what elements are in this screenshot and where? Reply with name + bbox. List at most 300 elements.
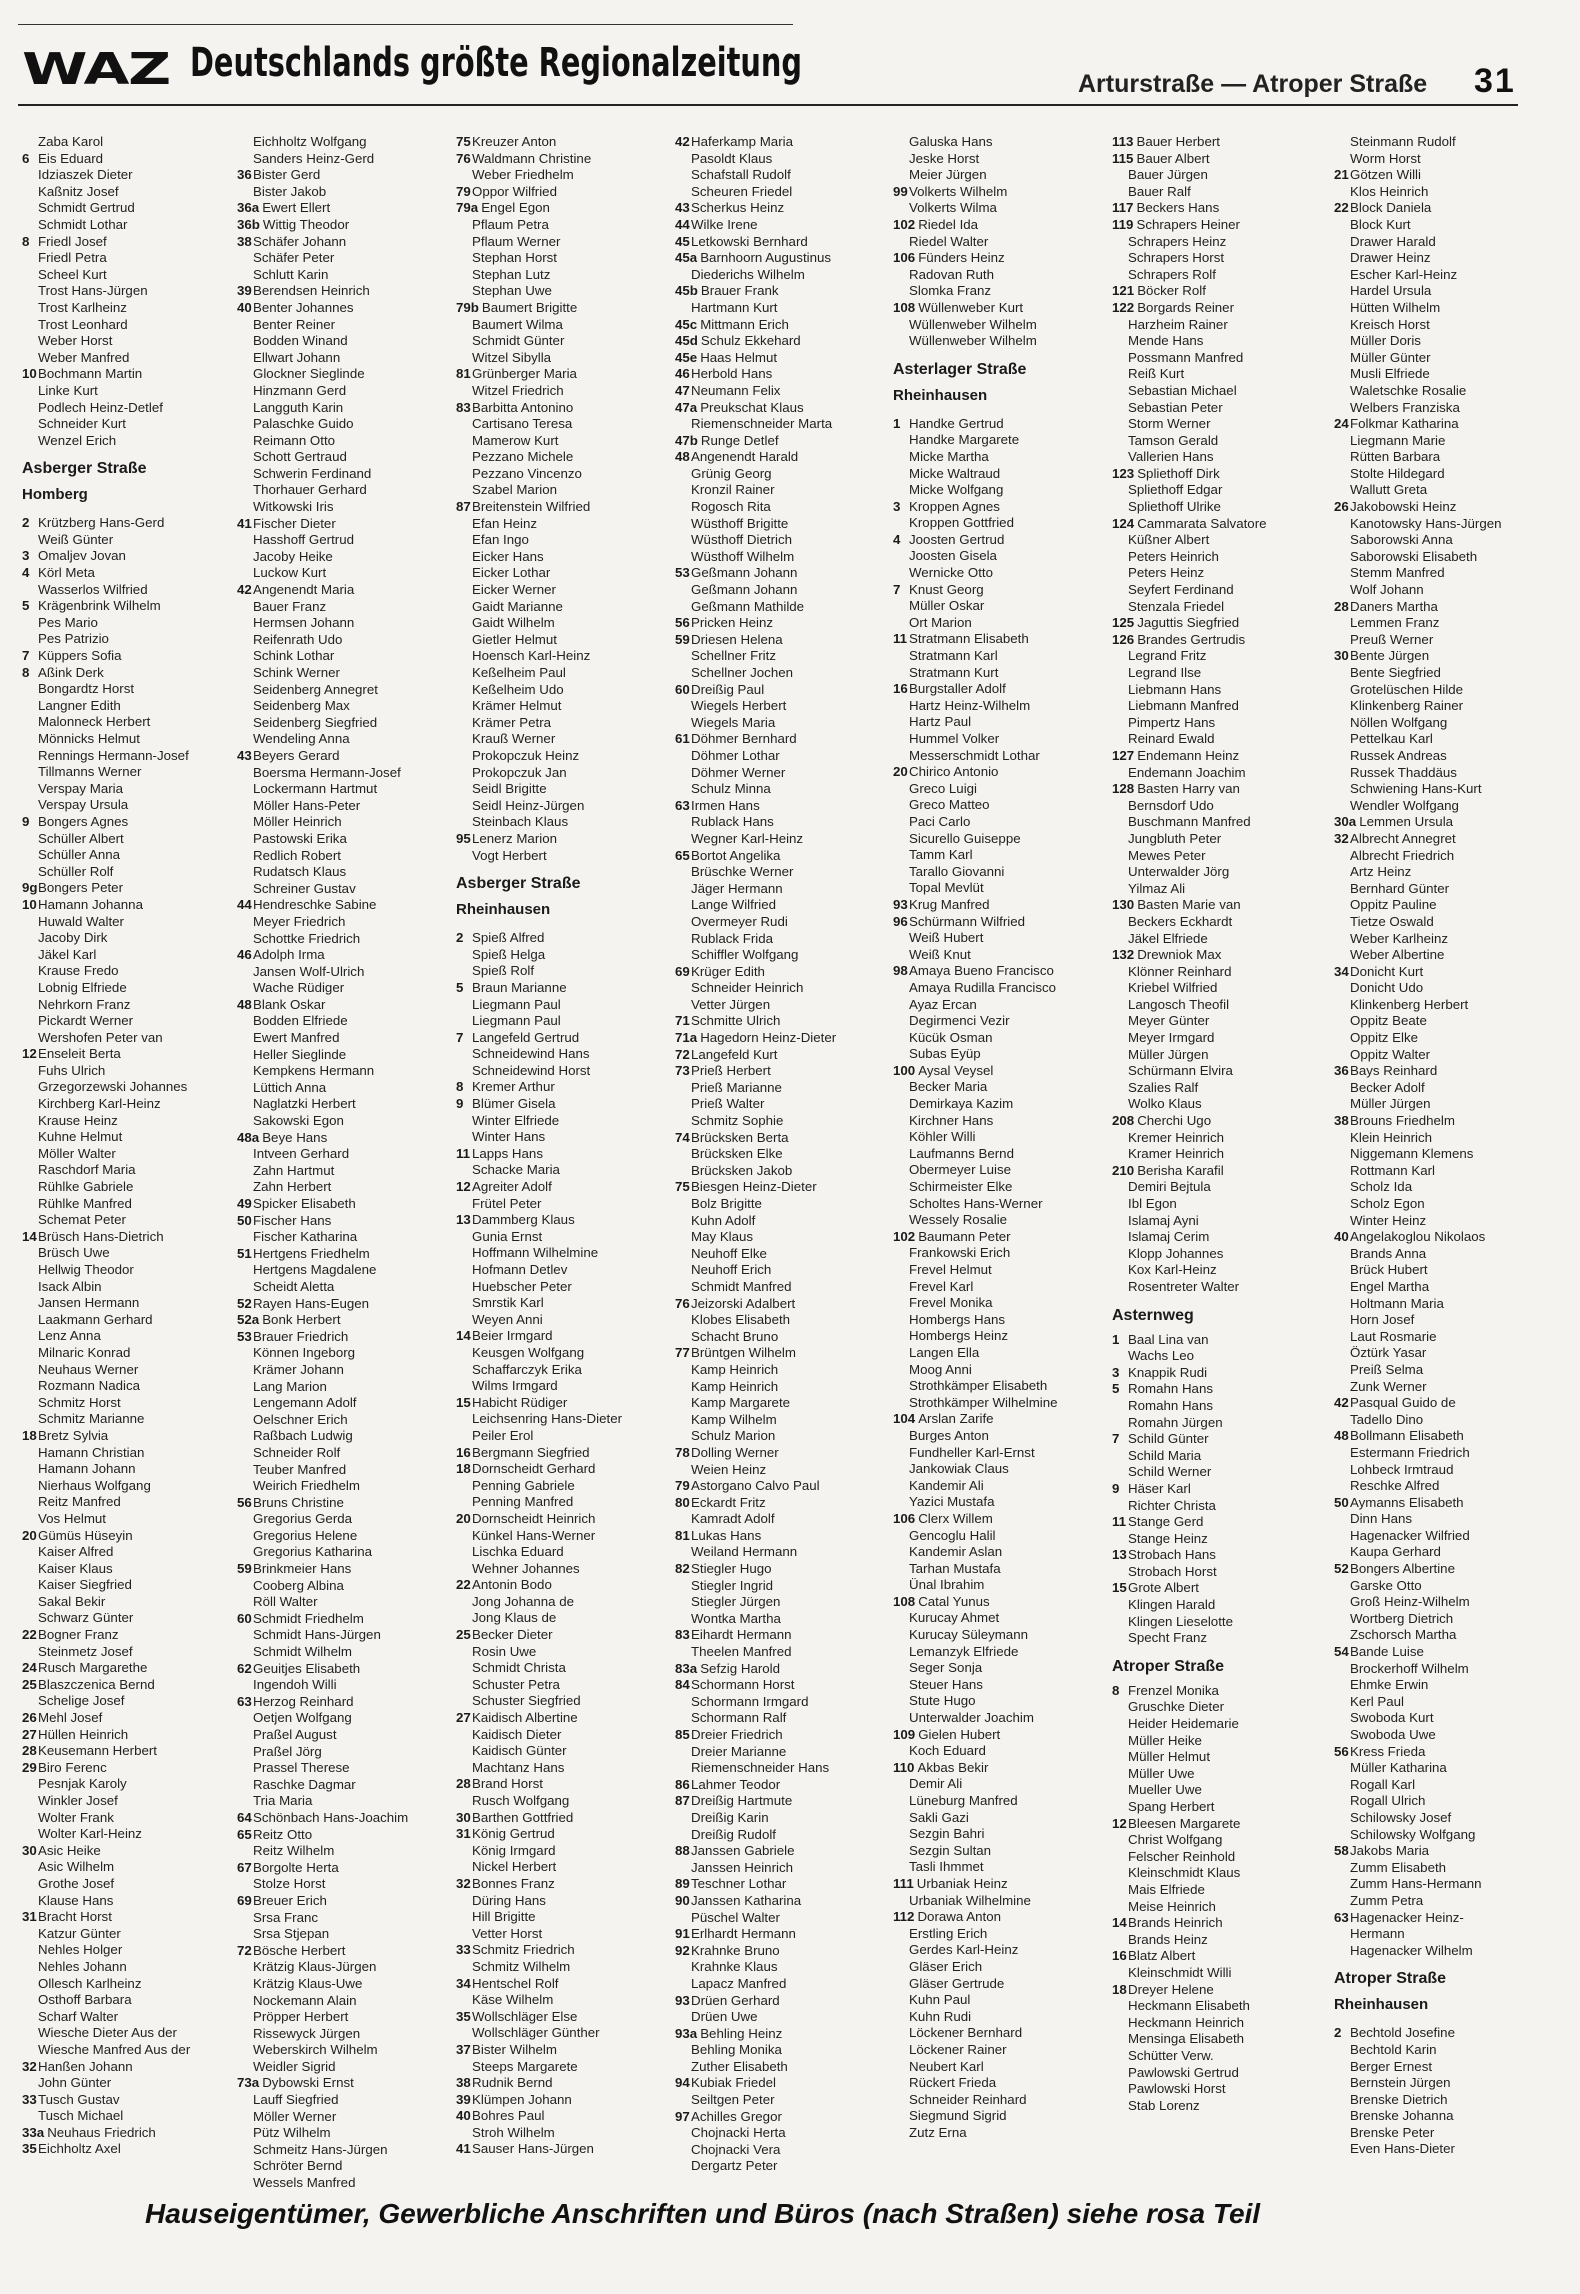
directory-entry: [22, 1478, 234, 1495]
directory-entry: [456, 200, 668, 217]
resident-name: Friedl Petra: [38, 250, 107, 266]
directory-entry: [456, 1610, 668, 1627]
house-number: 59: [237, 1561, 252, 1577]
directory-entry: [675, 2075, 887, 2092]
house-number: 60: [237, 1610, 252, 1626]
resident-name: Endemann Joachim: [1128, 764, 1246, 780]
district-heading: Rheinhausen: [456, 901, 551, 919]
house-number: 87: [675, 1793, 690, 1809]
directory-entry: [456, 350, 668, 367]
resident-name: Löckener Rainer: [909, 2041, 1007, 2057]
directory-entry: [675, 831, 887, 848]
resident-name: Bauer Ralf: [1128, 183, 1191, 199]
directory-entry: [1334, 532, 1534, 549]
resident-name: Kleinschmidt Willi: [1128, 1964, 1232, 1980]
resident-name: Rayen Hans-Eugen: [253, 1295, 370, 1311]
directory-entry: [675, 1710, 887, 1727]
house-number: 28: [1334, 598, 1349, 614]
resident-name: Meyer Irmgard: [1128, 1030, 1215, 1046]
resident-name: Angelakoglou Nikolaos: [1350, 1229, 1486, 1245]
house-number: 33: [456, 1942, 471, 1958]
resident-name: Hendreschke Sabine: [253, 897, 377, 913]
resident-name: Laakmann Gerhard: [38, 1311, 153, 1327]
resident-name: Stange Gerd: [1128, 1514, 1204, 1530]
resident-name: Spieß Alfred: [472, 930, 545, 946]
resident-name: Krahnke Klaus: [691, 1959, 778, 1975]
resident-name: Saborowski Elisabeth: [1350, 548, 1478, 564]
directory-entry: [1334, 1113, 1534, 1130]
directory-entry: [22, 1826, 234, 1843]
directory-entry: [456, 184, 668, 201]
house-number: 81: [456, 366, 471, 382]
resident-name: Winter Elfriede: [472, 1112, 560, 1128]
resident-name: Prokopczuk Jan: [472, 764, 567, 780]
resident-name: Fundheller Karl-Ernst: [909, 1444, 1035, 1460]
directory-entry: [893, 482, 1105, 499]
directory-entry: [675, 1395, 887, 1412]
resident-name: Pasqual Guido de: [1350, 1395, 1456, 1411]
directory-entry: [1334, 1727, 1534, 1744]
resident-name: Astorgano Calvo Paul: [691, 1478, 820, 1494]
directory-entry: [675, 234, 887, 251]
directory-entry: [675, 1943, 887, 1960]
resident-name: Schrapers Heinz: [1128, 233, 1227, 249]
house-number: 60: [675, 681, 690, 697]
house-number: 64: [237, 1809, 252, 1825]
house-number: 63: [237, 1693, 252, 1709]
resident-name: Dreißig Hartmute: [691, 1793, 793, 1809]
directory-entry: [1334, 781, 1534, 798]
resident-name: Krug Manfred: [909, 896, 990, 912]
directory-entry: [893, 1693, 1105, 1710]
resident-name: Brüsch Uwe: [38, 1245, 110, 1261]
directory-entry: [1334, 333, 1534, 350]
directory-entry: [675, 300, 887, 317]
directory-entry: [1112, 731, 1324, 748]
directory-entry: [675, 1727, 887, 1744]
directory-entry: [1334, 1644, 1534, 1661]
resident-name: Keßelheim Udo: [472, 681, 564, 697]
resident-name: Gerdes Karl-Heinz: [909, 1942, 1019, 1958]
directory-column-1: [22, 134, 234, 2158]
resident-name: Wolf Johann: [1350, 582, 1424, 598]
resident-name: Wallutt Greta: [1350, 482, 1428, 498]
resident-name: Ellwart Johann: [253, 349, 341, 365]
directory-entry: [675, 333, 887, 350]
resident-name: Saborowski Anna: [1350, 532, 1453, 548]
directory-entry: [675, 1793, 887, 1810]
resident-name: Langefeld Gertrud: [472, 1029, 580, 1045]
directory-entry: [1112, 1030, 1324, 1047]
directory-entry: [675, 1495, 887, 1512]
resident-name: Mittmann Erich: [700, 316, 789, 332]
resident-name: Kirchner Hans: [909, 1112, 994, 1128]
directory-entry: [675, 964, 887, 981]
resident-name: Ewert Manfred: [253, 1030, 340, 1046]
directory-entry: [456, 333, 668, 350]
resident-name: Donicht Kurt: [1350, 963, 1424, 979]
district-heading: Homberg: [22, 486, 88, 504]
resident-name: Escher Karl-Heinz: [1350, 266, 1458, 282]
resident-name: Pimpertz Hans: [1128, 714, 1216, 730]
resident-name: Engel Martha: [1350, 1278, 1430, 1294]
directory-entry: [456, 1312, 668, 1329]
house-number: 5: [22, 598, 30, 614]
resident-name: Schaffarczyk Erika: [472, 1361, 582, 1377]
house-number: 44: [675, 216, 690, 232]
resident-name: Schrapers Horst: [1128, 250, 1225, 266]
directory-entry: [1334, 1213, 1534, 1230]
house-number: 18: [22, 1427, 37, 1443]
resident-name: Hill Brigitte: [472, 1909, 536, 1925]
directory-entry: [1334, 1329, 1534, 1346]
resident-name: Müller Günter: [1350, 349, 1431, 365]
resident-name: Zahn Herbert: [253, 1179, 332, 1195]
directory-entry: [1334, 350, 1534, 367]
resident-name: Holtmann Maria: [1350, 1295, 1444, 1311]
directory-entry: [456, 317, 668, 334]
resident-name: Schrapers Rolf: [1128, 266, 1216, 282]
header-bottom-rule: [18, 104, 1518, 106]
resident-name: Kaiser Klaus: [38, 1560, 113, 1576]
resident-name: Kremer Arthur: [472, 1079, 555, 1095]
directory-entry: [893, 432, 1105, 449]
resident-name: Jakobs Maria: [1350, 1843, 1430, 1859]
resident-name: Leichsenring Hans-Dieter: [472, 1411, 623, 1427]
resident-name: Rogall Karl: [1350, 1776, 1416, 1792]
resident-name: Schneidewind Hans: [472, 1046, 590, 1062]
house-number: 38: [456, 2075, 471, 2091]
resident-name: Seger Sonja: [909, 1660, 983, 1676]
resident-name: Thorhauer Gerhard: [253, 482, 367, 498]
directory-entry: [893, 1660, 1105, 1677]
directory-entry: [675, 1262, 887, 1279]
directory-entry: [22, 2108, 234, 2125]
resident-name: Garske Otto: [1350, 1577, 1422, 1593]
directory-entry: [675, 682, 887, 699]
directory-entry: [456, 1295, 668, 1312]
directory-entry: [237, 1445, 449, 1462]
resident-name: Burges Anton: [909, 1427, 989, 1443]
directory-entry: [1112, 1564, 1324, 1581]
directory-entry: [1334, 1362, 1534, 1379]
house-number: 33: [22, 2091, 37, 2107]
directory-entry: [22, 631, 234, 648]
resident-name: Oppor Wilfried: [472, 183, 557, 199]
resident-name: Waldmann Christine: [472, 150, 592, 166]
directory-entry: [237, 300, 449, 317]
house-number: 39: [456, 2091, 471, 2107]
resident-name: Pezzano Michele: [472, 449, 574, 465]
resident-name: Aysal Veysel: [918, 1062, 994, 1078]
directory-entry: [1334, 848, 1534, 865]
house-number: 210: [1112, 1162, 1135, 1178]
resident-name: Blümer Gisela: [472, 1096, 556, 1112]
house-number: 1: [893, 415, 901, 431]
resident-name: Haferkamp Maria: [691, 134, 793, 149]
directory-entry: [237, 997, 449, 1014]
directory-entry: [237, 1611, 449, 1628]
directory-entry: [1334, 831, 1534, 848]
house-number: 63: [675, 797, 690, 813]
resident-name: Grotelüschen Hilde: [1350, 681, 1464, 697]
resident-name: Preuß Werner: [1350, 631, 1434, 647]
directory-entry: [22, 980, 234, 997]
resident-name: Lischka Eduard: [472, 1544, 564, 1560]
resident-name: Heller Sieglinde: [253, 1046, 347, 1062]
resident-name: Zumm Hans-Hermann: [1350, 1876, 1482, 1892]
resident-name: Eicker Werner: [472, 582, 556, 598]
resident-name: Wilms Irmgard: [472, 1378, 558, 1394]
directory-entry: [456, 1644, 668, 1661]
resident-name: Schottke Friedrich: [253, 930, 361, 946]
resident-name: Brüsch Hans-Dietrich: [38, 1228, 164, 1244]
directory-entry: [1334, 499, 1534, 516]
resident-name: Stute Hugo: [909, 1693, 976, 1709]
resident-name: Wortberg Dietrich: [1350, 1610, 1454, 1626]
resident-name: Pastowski Erika: [253, 830, 347, 846]
directory-entry: [1112, 1113, 1324, 1130]
directory-entry: [675, 914, 887, 931]
directory-entry: [1334, 1047, 1534, 1064]
resident-name: Kaidisch Dieter: [472, 1726, 562, 1742]
directory-entry: [893, 1793, 1105, 1810]
resident-name: Lange Wilfried: [691, 897, 776, 913]
directory-entry: [456, 1760, 668, 1777]
resident-name: Berisha Karafil: [1137, 1162, 1224, 1178]
directory-entry: [22, 930, 234, 947]
directory-entry: [237, 2175, 449, 2192]
resident-name: Püschel Walter: [691, 1909, 780, 1925]
resident-name: Tria Maria: [253, 1793, 313, 1809]
directory-entry: [1112, 499, 1324, 516]
resident-name: Wüsthoff Brigitte: [691, 515, 789, 531]
directory-entry: [893, 267, 1105, 284]
resident-name: Neuhaus Friedrich: [47, 2124, 156, 2140]
directory-entry: [237, 582, 449, 599]
resident-name: Öztürk Yasar: [1350, 1345, 1427, 1361]
directory-entry: [237, 167, 449, 184]
resident-name: Scheel Kurt: [38, 266, 107, 282]
resident-name: Linke Kurt: [38, 382, 98, 398]
directory-entry: [893, 1909, 1105, 1926]
resident-name: Richter Christa: [1128, 1497, 1216, 1513]
directory-entry: [456, 516, 668, 533]
house-number: 27: [456, 1710, 471, 1726]
directory-entry: [675, 1246, 887, 1263]
resident-name: Jankowiak Claus: [909, 1461, 1009, 1477]
resident-name: Meyer Friedrich: [253, 913, 346, 929]
resident-name: Blank Oskar: [253, 996, 326, 1012]
directory-entry: [22, 864, 234, 881]
house-number: 16: [1112, 1948, 1127, 1964]
house-number: 15: [1112, 1580, 1127, 1596]
resident-name: Benter Reiner: [253, 316, 336, 332]
resident-name: Ingendoh Willi: [253, 1677, 337, 1693]
directory-column-3: [456, 134, 668, 2158]
resident-name: Jaguttis Siegfried: [1137, 615, 1240, 631]
directory-entry: [1112, 200, 1324, 217]
resident-name: Schönbach Hans-Joachim: [253, 1809, 409, 1825]
directory-entry: [1334, 416, 1534, 433]
directory-entry: [237, 416, 449, 433]
resident-name: Meyer Günter: [1128, 1013, 1210, 1029]
directory-entry: [1334, 565, 1534, 582]
directory-entry: [1112, 134, 1324, 151]
directory-entry: [675, 2158, 887, 2175]
resident-name: Rusch Margarethe: [38, 1660, 148, 1676]
resident-name: Kaupa Gerhard: [1350, 1544, 1441, 1560]
district-heading: Rheinhausen: [893, 386, 988, 404]
directory-entry: [675, 1312, 887, 1329]
directory-entry: [1112, 1130, 1324, 1147]
resident-name: Amaya Rudilla Francisco: [909, 979, 1057, 995]
directory-entry: [1334, 2025, 1534, 2042]
directory-entry: [675, 1976, 887, 1993]
resident-name: Bernstein Jürgen: [1350, 2075, 1451, 2091]
directory-entry: [893, 548, 1105, 565]
directory-entry: [675, 731, 887, 748]
directory-entry: [1112, 831, 1324, 848]
house-number: 7: [1112, 1431, 1120, 1447]
house-number: 42: [675, 134, 690, 149]
directory-entry: [1112, 1196, 1324, 1213]
house-number: 73: [675, 1063, 690, 1079]
resident-name: Oetjen Wolfgang: [253, 1710, 352, 1726]
directory-entry: [456, 1179, 668, 1196]
resident-name: Heider Heidemarie: [1128, 1716, 1239, 1732]
directory-entry: [456, 831, 668, 848]
resident-name: Penning Gabriele: [472, 1477, 575, 1493]
resident-name: Antonin Bodo: [472, 1577, 552, 1593]
resident-name: Schacke Maria: [472, 1162, 560, 1178]
directory-entry: [893, 831, 1105, 848]
resident-name: Körl Meta: [38, 565, 95, 581]
resident-name: Sebastian Michael: [1128, 382, 1237, 398]
directory-entry: [675, 947, 887, 964]
directory-entry: [675, 748, 887, 765]
directory-entry: [1112, 2031, 1324, 2048]
house-number: 93: [675, 1992, 690, 2008]
directory-entry: [237, 632, 449, 649]
resident-name: Palaschke Guido: [253, 416, 354, 432]
directory-entry: [893, 167, 1105, 184]
directory-entry: [22, 1063, 234, 1080]
resident-name: Schmidt Manfred: [691, 1278, 792, 1294]
resident-name: Szabel Marion: [472, 482, 557, 498]
directory-entry: [893, 897, 1105, 914]
directory-entry: [893, 1013, 1105, 1030]
street-heading: Atroper Straße: [1112, 1657, 1225, 1675]
house-number: 78: [675, 1444, 690, 1460]
resident-name: Schild Maria: [1128, 1447, 1202, 1463]
resident-name: Jakobowski Heinz: [1350, 499, 1457, 515]
directory-entry: [237, 947, 449, 964]
resident-name: Knappik Rudi: [1128, 1364, 1208, 1380]
resident-name: Winkler Josef: [38, 1793, 118, 1808]
directory-entry: [22, 1113, 234, 1130]
directory-entry: [1334, 1793, 1534, 1810]
directory-entry: [675, 665, 887, 682]
resident-name: Wiesche Manfred Aus der: [38, 2041, 191, 2057]
house-number: 56: [237, 1494, 252, 1510]
resident-name: Breitenstein Wilfried: [472, 499, 591, 515]
resident-name: Küppers Sofia: [38, 648, 122, 664]
directory-entry: [22, 1743, 234, 1760]
resident-name: Volkerts Wilhelm: [909, 183, 1008, 199]
directory-entry: [237, 1777, 449, 1794]
resident-name: Oppitz Pauline: [1350, 897, 1437, 913]
directory-entry: [1334, 947, 1534, 964]
resident-name: Jansen Hermann: [38, 1295, 140, 1311]
directory-entry: [675, 2142, 887, 2159]
resident-name: Sicurello Guiseppe: [909, 830, 1021, 846]
directory-entry: [237, 1329, 449, 1346]
resident-name: Schellner Fritz: [691, 648, 776, 664]
directory-entry: [22, 1046, 234, 1063]
directory-entry: [1334, 864, 1534, 881]
resident-name: Erstling Erich: [909, 1925, 988, 1941]
house-number: 14: [1112, 1915, 1127, 1931]
resident-name: Efan Ingo: [472, 532, 529, 548]
resident-name: Schneider Rolf: [253, 1444, 341, 1460]
directory-entry: [893, 317, 1105, 334]
directory-entry: [237, 1561, 449, 1578]
resident-name: Huwald Walter: [38, 913, 124, 929]
resident-name: Hertgens Friedhelm: [253, 1245, 370, 1261]
directory-entry: [1334, 217, 1534, 234]
directory-entry: [893, 2009, 1105, 2026]
directory-entry: [1334, 798, 1534, 815]
resident-name: Kamp Heinrich: [691, 1378, 779, 1394]
directory-entry: [1334, 383, 1534, 400]
resident-name: Brück Hubert: [1350, 1262, 1428, 1278]
resident-name: Hamann Johann: [38, 1461, 136, 1477]
resident-name: Eichholtz Axel: [38, 2141, 121, 2157]
resident-name: Tamm Karl: [909, 847, 973, 863]
directory-entry: [893, 2025, 1105, 2042]
directory-entry: [1112, 1865, 1324, 1882]
house-number: 83: [675, 1627, 690, 1643]
resident-name: Dornscheidt Gerhard: [472, 1461, 596, 1477]
directory-entry: [893, 1162, 1105, 1179]
house-number: 93a: [675, 2025, 698, 2041]
directory-entry: [893, 1876, 1105, 1893]
directory-entry: [893, 1279, 1105, 1296]
directory-entry: [675, 1594, 887, 1611]
resident-name: Schmidt Hans-Jürgen: [253, 1627, 381, 1643]
resident-name: Harzheim Rainer: [1128, 316, 1228, 332]
resident-name: Osthoff Barbara: [38, 1992, 132, 2008]
directory-entry: [893, 1776, 1105, 1793]
resident-name: Strobach Hans: [1128, 1547, 1216, 1563]
resident-name: Dergartz Peter: [691, 2158, 778, 2174]
resident-name: Joosten Gisela: [909, 548, 997, 564]
directory-entry: [456, 1129, 668, 1146]
directory-entry: [456, 151, 668, 168]
directory-entry: [237, 1362, 449, 1379]
directory-entry: [237, 2075, 449, 2092]
resident-name: Rusch Wolfgang: [472, 1793, 570, 1808]
resident-name: Brands Heinz: [1128, 1931, 1208, 1947]
directory-entry: [22, 416, 234, 433]
resident-name: Nockemann Alain: [253, 1992, 357, 2008]
directory-entry: [1112, 1063, 1324, 1080]
directory-entry: [1334, 1926, 1534, 1943]
resident-name: Witzel Sibylla: [472, 349, 552, 365]
resident-name: Driesen Helena: [691, 631, 783, 647]
directory-entry: [22, 283, 234, 300]
